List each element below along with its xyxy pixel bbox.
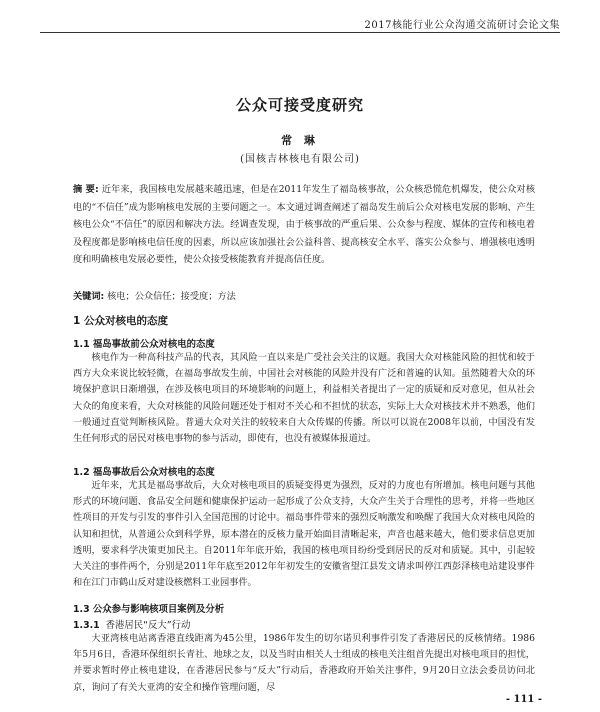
abstract-label: 摘 要: [73,184,99,195]
section-1-3-1-paragraph: 大亚湾核电站离香港直线距离为45公里，1986年发生的切尔诺贝利事件引发了香港居民的反核情绪。1986年5月6日，香港环保组织长青社、地球之友，以及当时由相关人士组成的核电关注组首先提出对核电项目的担忧，并要求暂时停止核电建设，在香港居民参与“反大”行动后，香港政府开始关注事件，9月20日立法会委员访问北京，询问了有关大亚湾的安全和操作管理问题，尽 [73,633,535,693]
page-number: - 111 - [505,694,542,705]
abstract-text: 近年来，我国核电发展越来越迅速，但是在2011年发生了福岛核事故，公众核恐慌危机爆发，使公众对核电的“不信任”成为影响核电发展的主要问题之一。本文通过调查阐述了福岛发生前后公众对核电发展的影响、产生核电公众“不信任”的原因和解决方法。经调查发现，由于核事故的严重后果、公众参与程度、媒体的宣传和核电着及程度都是影响核电信任度的因素，所以应该加强社会公益科普、提高核安全水平、落实公众参与、增强核电透明度和明确核电发展必要性，使公众接受核能教育并提高信任度。 [73,184,536,265]
section-1-3-heading: 1.3 公众参与影响核项目案例及分析 [73,604,225,615]
section-1-3-1-heading [73,617,190,631]
keywords-label: 关键词: [73,291,105,302]
section-1-1-heading: 1.1 福岛事故前公众对核电的态度 [73,339,215,350]
section-1-2-heading: 1.2 福岛事故后公众对核电的态度 [73,467,215,478]
author-name: 常 琳 [281,134,319,147]
section-1-2-paragraph: 近年来，尤其是福岛事故后，大众对核电项目的质疑变得更为强烈，反对的力度也有所增加。核电问题与其他形式的环境问题、食品安全问题和健康保护运动一起形成了公众支持，大众产生关于合理性的思考，并将一些地区性项目的开发与引发的事件引入全国范围的讨论中。福岛事件带来的强烈反响激发和唤醒了我国大众对核电风险的认知和担忧，从普通公众到科学界，原本潜在的反核力量开始面目清晰起来，声音也越来越大，他们要求信息更加透明，要求科学决策更加民主。自2011年年底开始，我国的核电项目纷纷受到居民的反对和质疑。其中，引起较大关注的事件两个，分别是2011年年底至2012年年初发生的安徽省望江县发文请求叫停江西彭泽核电站建设事件和在江门市鹤山反对建设核燃料工业园事件。 [73,480,535,589]
section-1-1-paragraph: 核电作为一种高科技产品的代表，其风险一直以来是广受社会关注的议题。我国大众对核能风险的担忧和较于西方大众来说比较轻微，在福岛事故发生前，中国社会对核能的风险并没有广泛和普遍的认知。虽然随着大众的环境保护意识日渐增强，在涉及核电项目的环境影响的问题上，利益相关者提出了一定的质疑和反对意见，但从社会大众的角度来看，大众对核能的风险问题还处于相对不关心和不担忧的状态，实际上大众对核技术并不熟悉，他们一般通过直觉判断核风险。普通大众对关注的较较来自大众传媒的传播。所以可以说在2008年以前，中国没有发生任何形式的居民对核电事物的参与活动，即使有，也没有被媒体报道过。 [73,352,535,445]
author-affiliation: (国核吉林核电有限公司) [240,154,360,165]
running-head: 2017核能行业公众沟通交流研讨会论文集 [364,20,560,31]
keywords-text: 核电；公众信任；接受度；方法 [107,291,236,302]
section-1-3-1-number: 1.3.1 [73,620,100,631]
paper-title: 公众可接受度研究 [235,96,364,114]
header-divider [40,32,560,33]
abstract [73,181,535,269]
keywords [73,288,535,305]
section-1-3-1-title: 香港居民“反大”行动 [105,620,191,631]
section-1-heading: 1 公众对核电的态度 [73,315,168,327]
